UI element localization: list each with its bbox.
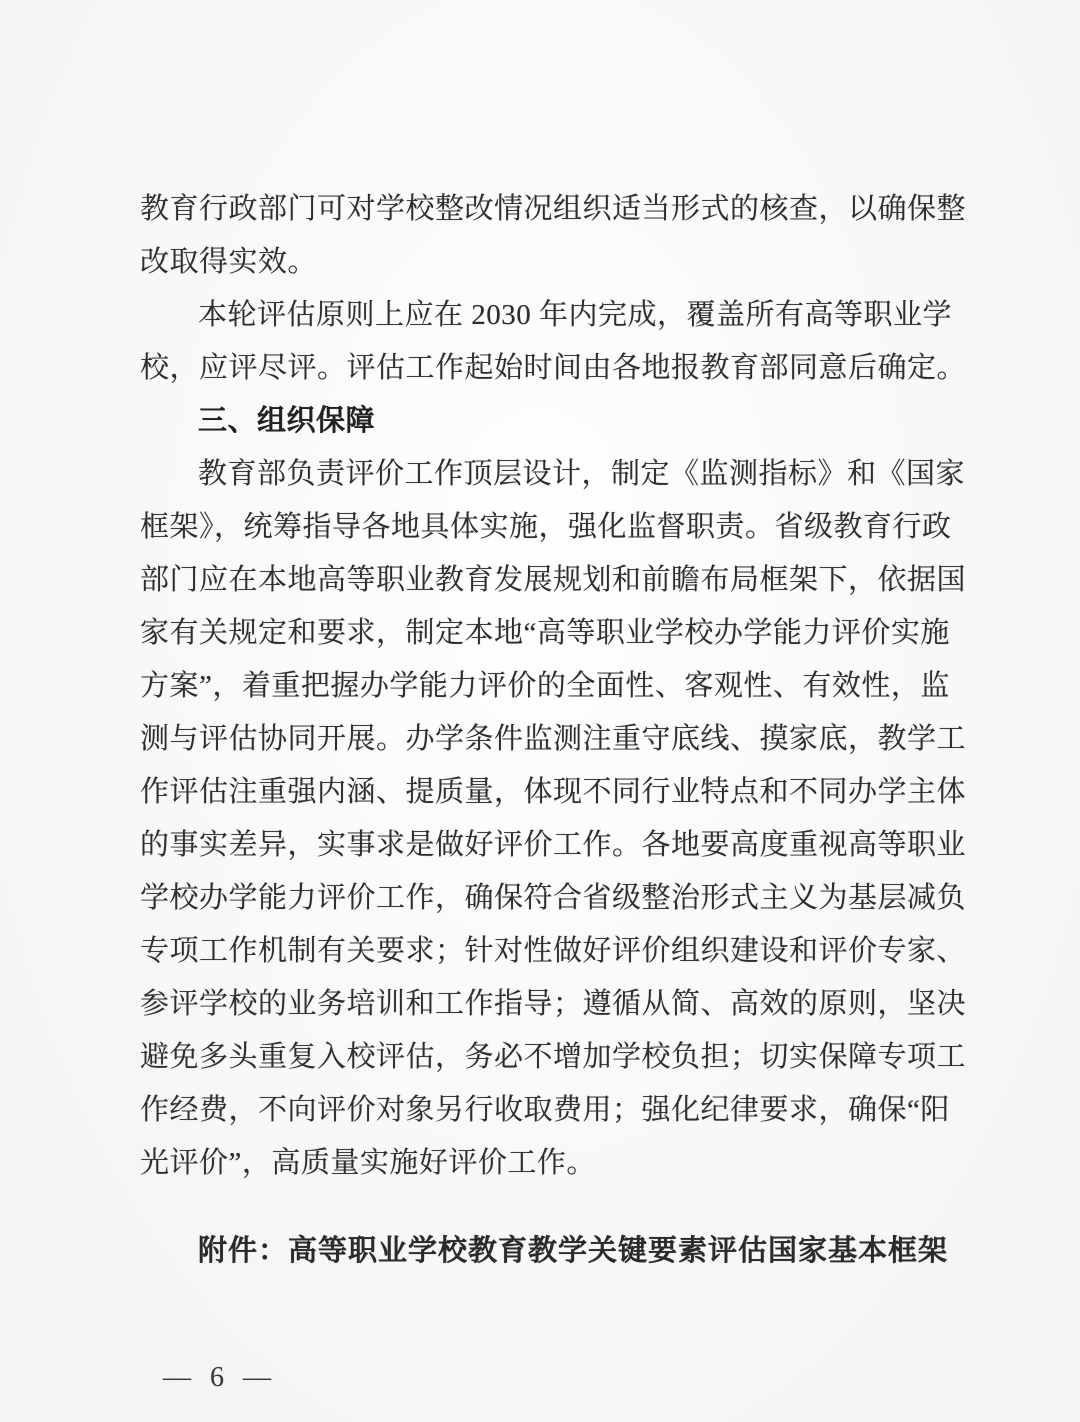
text-line: 学校办学能力评价工作，确保符合省级整治形式主义为基层减负 xyxy=(140,882,967,914)
text-line: 改取得实效。 xyxy=(140,246,318,278)
section-heading: 三、组织保障 xyxy=(198,405,376,437)
text-line: 测与评估协同开展。办学条件监测注重守底线、摸家底，教学工 xyxy=(140,723,967,755)
text-line: 框架》，统筹指导各地具体实施，强化监督职责。省级教育行政 xyxy=(140,511,952,543)
attachment-line: 附件：高等职业学校教育教学关键要素评估国家基本框架 xyxy=(198,1235,949,1267)
text-line: 的事实差异，实事求是做好评价工作。各地要高度重视高等职业 xyxy=(140,829,967,861)
page-number: — 6 — xyxy=(163,1362,277,1393)
text-line: 参评学校的业务培训和工作指导；遵循从简、高效的原则，坚决 xyxy=(140,988,967,1020)
text-line: 家有关规定和要求，制定本地“高等职业学校办学能力评价实施 xyxy=(140,617,950,649)
text-line: 校，应评尽评。评估工作起始时间由各地报教育部同意后确定。 xyxy=(140,352,967,384)
text-line: 作经费，不向评价对象另行收取费用；强化纪律要求，确保“阳 xyxy=(140,1094,950,1126)
text-line: 本轮评估原则上应在 2030 年内完成，覆盖所有高等职业学 xyxy=(198,299,953,331)
text-line: 避免多头重复入校评估，务必不增加学校负担；切实保障专项工 xyxy=(140,1041,967,1073)
text-line: 方案”，着重把握办学能力评价的全面性、客观性、有效性，监 xyxy=(140,670,950,702)
text-line: 专项工作机制有关要求；针对性做好评价组织建设和评价专家、 xyxy=(140,935,967,967)
text-line: 部门应在本地高等职业教育发展规划和前瞻布局框架下，依据国 xyxy=(140,564,967,596)
text-line: 教育部负责评价工作顶层设计，制定《监测指标》和《国家 xyxy=(198,458,966,490)
document-body xyxy=(140,183,967,1278)
text-line: 作评估注重强内涵、提质量，体现不同行业特点和不同办学主体 xyxy=(140,776,967,808)
text-line: 教育行政部门可对学校整改情况组织适当形式的核查，以确保整 xyxy=(140,193,967,225)
text-line: 光评价”，高质量实施好评价工作。 xyxy=(140,1147,596,1179)
